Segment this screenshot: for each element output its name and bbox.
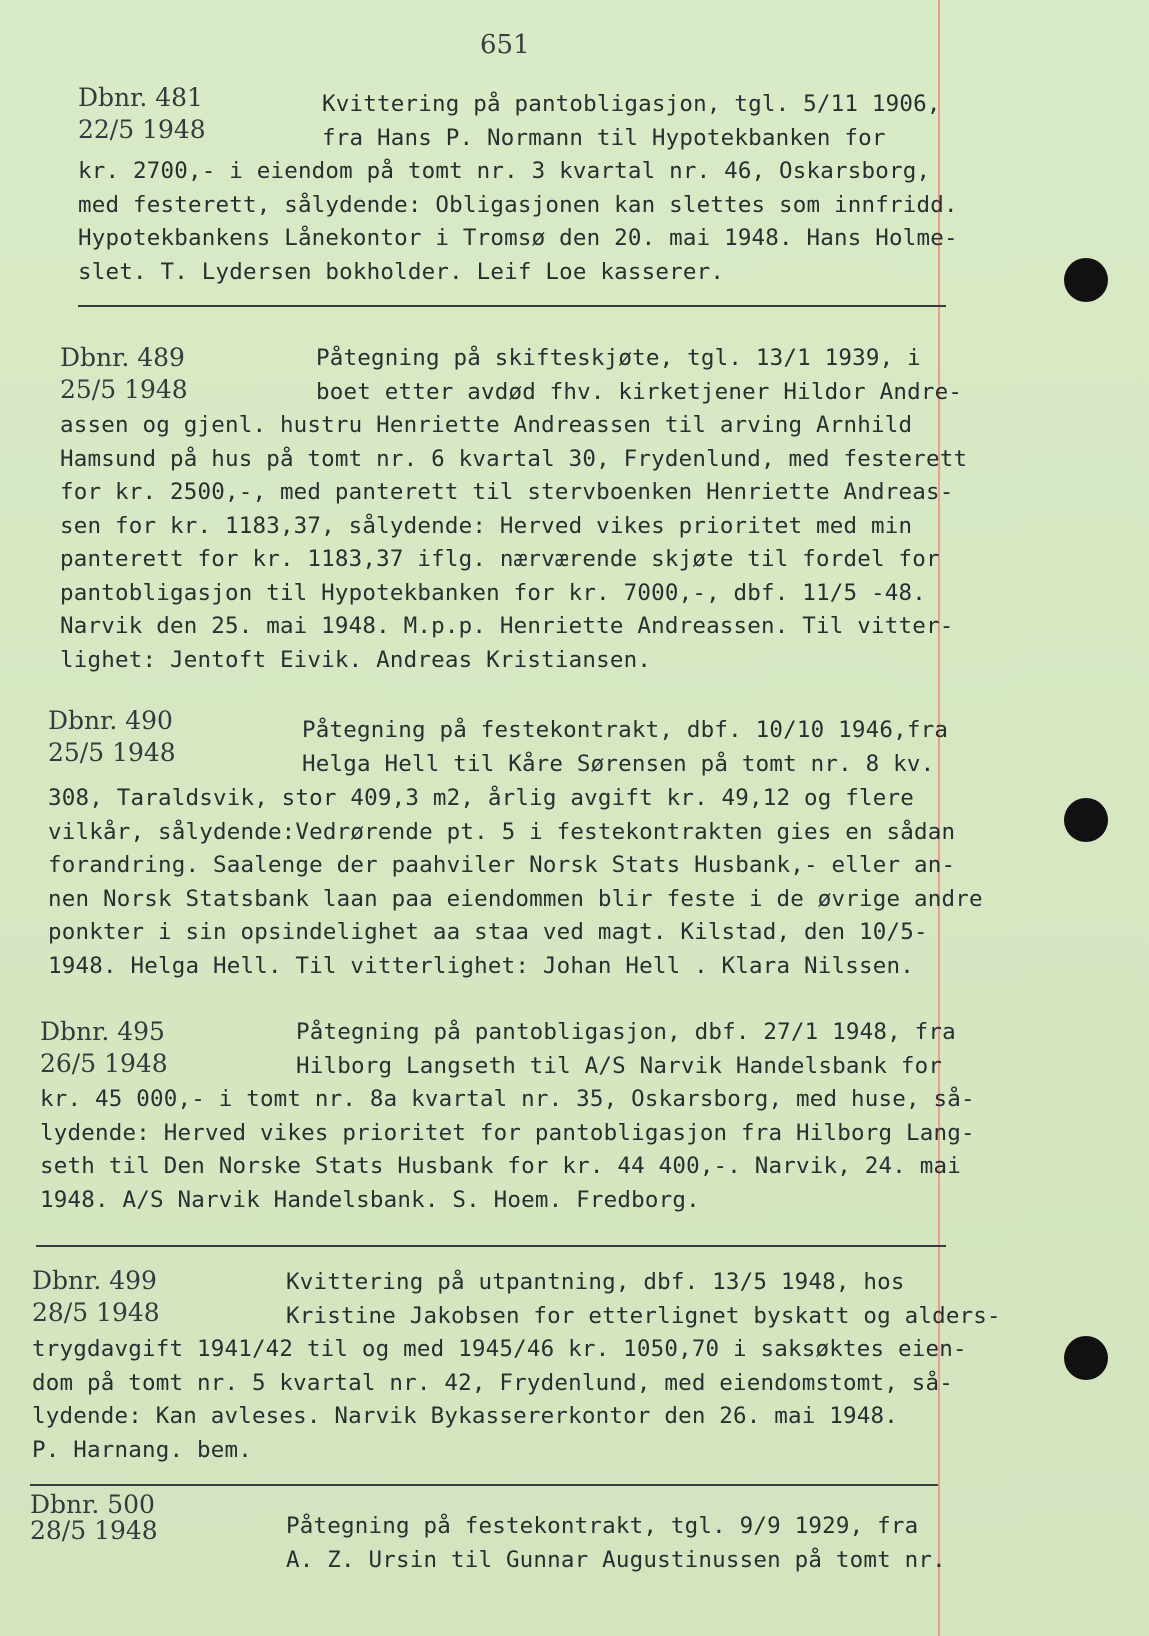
text-line: kr. 2700,- i eiendom på tomt nr. 3 kvartal nr. 46, Oskarsborg, <box>78 158 931 184</box>
entry-date: 22/5 1948 <box>78 115 206 144</box>
entry-date: 28/5 1948 <box>30 1516 158 1545</box>
entry-text <box>60 409 967 677</box>
text-line: kr. 45 000,- i tomt nr. 8a kvartal nr. 35, Oskarsborg, med huse, så- <box>40 1086 975 1112</box>
entry-text <box>40 1083 975 1217</box>
binder-hole <box>1064 258 1108 302</box>
text-line: fra Hans P. Normann til Hypotekbanken for <box>322 124 886 151</box>
text-line: sen for kr. 1183,37, sålydende: Herved vikes prioritet med min <box>60 512 913 539</box>
dbnr-label: Dbnr. 500 <box>30 1490 155 1519</box>
text-line: Påtegning på festekontrakt, dbf. 10/10 1946,fra <box>302 717 949 743</box>
text-line: Påtegning på festekontrakt, tgl. 9/9 1929, fra <box>286 1513 919 1539</box>
entry-text <box>322 88 941 155</box>
separator-rule <box>78 305 946 307</box>
text-line: Kvittering på pantobligasjon, tgl. 5/11 1906, <box>322 91 941 117</box>
entry-date: 26/5 1948 <box>40 1049 168 1078</box>
dbnr-label: Dbnr. 481 <box>78 83 203 112</box>
entry-text <box>48 782 983 983</box>
dbnr-label: Dbnr. 490 <box>48 706 173 735</box>
text-line: Helga Hell til Kåre Sørensen på tomt nr. 8 kv. <box>302 750 935 777</box>
page-number: 651 <box>480 30 530 60</box>
text-line: seth til Den Norske Stats Husbank for kr. 44 400,-. Narvik, 24. mai <box>40 1153 961 1179</box>
dbnr-label: Dbnr. 489 <box>60 343 185 372</box>
binder-hole <box>1064 798 1108 842</box>
entry-text <box>296 1016 956 1083</box>
text-line: 1948. Helga Hell. Til vitterlighet: Johan Hell . Klara Nilssen. <box>48 952 915 979</box>
entry-text <box>286 1510 946 1577</box>
text-line: Kvittering på utpantning, dbf. 13/5 1948, hos <box>286 1269 905 1295</box>
text-line: slet. T. Lydersen bokholder. Leif Loe kasserer. <box>78 258 725 285</box>
text-line: Påtegning på skifteskjøte, tgl. 13/1 1939, i <box>316 345 921 371</box>
text-line: Kristine Jakobsen for etterlignet byskatt og alders- <box>286 1302 1001 1329</box>
text-line: Hilborg Langseth til A/S Narvik Handelsbank for <box>296 1052 943 1079</box>
text-line: 308, Taraldsvik, stor 409,3 m2, årlig avgift kr. 49,12 og flere <box>48 785 915 811</box>
entry-text <box>32 1333 967 1467</box>
dbnr-label: Dbnr. 499 <box>32 1266 157 1295</box>
text-line: Hypotekbankens Lånekontor i Tromsø den 20. mai 1948. Hans Holme- <box>78 225 958 251</box>
dbnr-label: Dbnr. 495 <box>40 1017 165 1046</box>
separator-rule <box>36 1245 946 1247</box>
text-line: lighet: Jentoft Eivik. Andreas Kristiansen. <box>60 646 652 673</box>
entry-margin <box>30 1492 158 1544</box>
text-line: lydende: Kan avleses. Narvik Bykassererkontor den 26. mai 1948. <box>32 1403 899 1429</box>
text-line: panterett for kr. 1183,37 iflg. nærværende skjøte til fordel for <box>60 546 940 572</box>
text-line: assen og gjenl. hustru Henriette Andreassen til arving Arnhild <box>60 412 913 438</box>
entry-date: 25/5 1948 <box>48 738 176 767</box>
text-line: 1948. A/S Narvik Handelsbank. S. Hoem. Fredborg. <box>40 1186 700 1213</box>
text-line: P. Harnang. bem. <box>32 1436 252 1463</box>
entry-margin <box>48 705 176 769</box>
text-line: med festerett, sålydende: Obligasjonen kan slettes som innfridd. <box>78 191 958 218</box>
text-line: nen Norsk Statsbank laan paa eiendommen blir feste i de øvrige andre <box>48 885 983 912</box>
text-line: ponkter i sin opsindelighet aa staa ved magt. Kilstad, den 10/5- <box>48 919 928 945</box>
separator-rule <box>30 1484 938 1486</box>
entry-text <box>78 155 958 289</box>
entry-text <box>286 1266 1001 1333</box>
entry-date: 28/5 1948 <box>32 1298 160 1327</box>
entry-margin <box>40 1016 168 1080</box>
entry-margin <box>78 82 206 146</box>
text-line: Narvik den 25. mai 1948. M.p.p. Henriette Andreassen. Til vitter- <box>60 613 954 639</box>
text-line: boet etter avdød fhv. kirketjener Hildor Andre- <box>316 378 963 405</box>
text-line: for kr. 2500,-, med panterett til stervboenken Henriette Andreas- <box>60 479 954 505</box>
text-line: pantobligasjon til Hypotekbanken for kr. 7000,-, dbf. 11/5 -48. <box>60 579 927 606</box>
entry-text <box>302 714 948 781</box>
text-line: lydende: Herved vikes prioritet for pantobligasjon fra Hilborg Lang- <box>40 1119 975 1146</box>
entry-margin <box>32 1265 160 1329</box>
text-line: trygdavgift 1941/42 til og med 1945/46 kr. 1050,70 i saksøktes eien- <box>32 1336 967 1362</box>
text-line: dom på tomt nr. 5 kvartal nr. 42, Frydenlund, med eiendomstomt, så- <box>32 1369 953 1396</box>
text-line: vilkår, sålydende:Vedrørende pt. 5 i festekontrakten gies en sådan <box>48 818 956 845</box>
text-line: Påtegning på pantobligasjon, dbf. 27/1 1948, fra <box>296 1019 956 1045</box>
entry-date: 25/5 1948 <box>60 375 188 404</box>
text-line: A. Z. Ursin til Gunnar Augustinussen på tomt nr. <box>286 1546 946 1573</box>
text-line: forandring. Saalenge der paahviler Norsk Stats Husbank,- eller an- <box>48 852 956 878</box>
text-line: Hamsund på hus på tomt nr. 6 kvartal 30, Frydenlund, med festerett <box>60 445 968 472</box>
binder-hole <box>1064 1336 1108 1380</box>
entry-margin <box>60 342 188 406</box>
entry-text <box>316 342 962 409</box>
